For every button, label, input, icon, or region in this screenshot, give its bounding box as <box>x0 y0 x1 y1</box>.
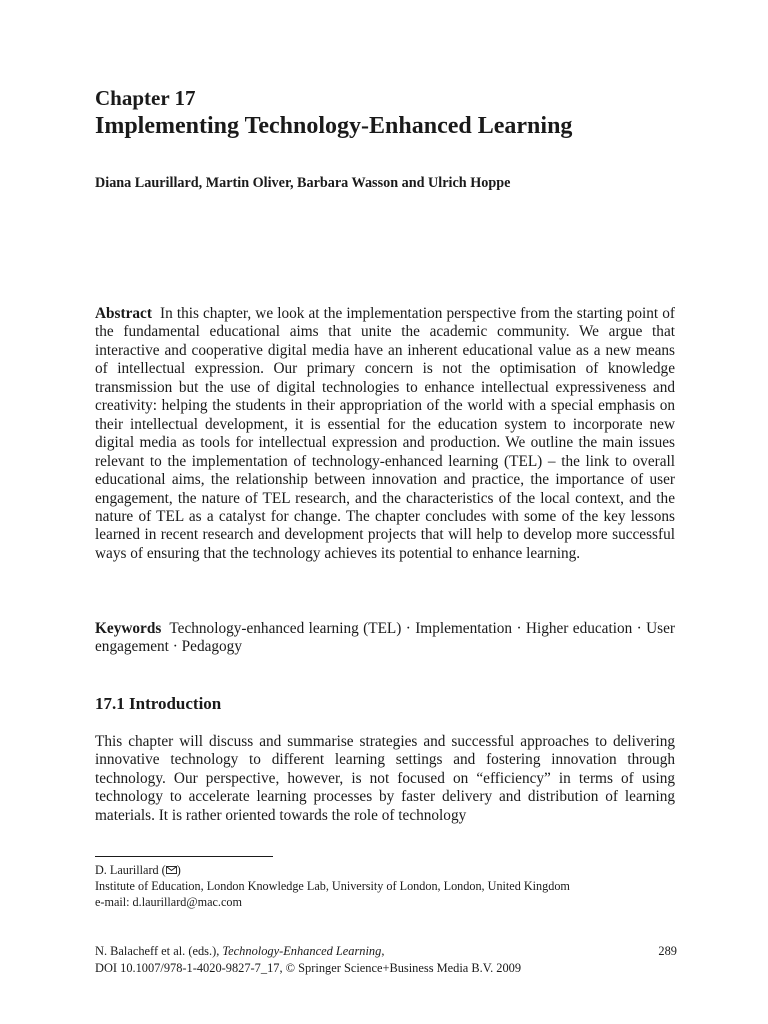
doi-line: DOI 10.1007/978-1-4020-9827-7_17, © Springer Science+Business Media B.V. 2009 <box>95 961 522 975</box>
chapter-number: Chapter 17 <box>95 86 196 110</box>
authors: Diana Laurillard, Martin Oliver, Barbara Wasson and Ulrich Hoppe <box>95 175 511 191</box>
footnote-author-name: D. Laurillard ( <box>95 863 166 877</box>
abstract-label: Abstract <box>95 305 152 322</box>
editors: N. Balacheff et al. (eds.), <box>95 944 223 958</box>
abstract <box>95 305 675 563</box>
keywords-text: Technology-enhanced learning (TEL) · Implementation · Higher education · User engagement · Pedagogy <box>95 620 675 656</box>
footnote-author-close: ) <box>176 863 181 877</box>
keywords-label: Keywords <box>95 620 162 637</box>
abstract-text: In this chapter, we look at the implementation perspective from the starting point of the fundamental educational aims that unite the academic community. We argue that interactive and cooperative digital media have an inherent educational value as a new means of intellectual expression. Our primary concern is not the optimisation of knowledge transmission but the use of digital technologies to enhance intellectual expressiveness and creativity: helping the students in their appropriation of the world with a special emphasis on their intellectual development, it is essential for the education system to incorporate new digital media as tools for intellectual expression and production. We outline the main issues relevant to the implementation of technology-enhanced learning (TEL) – the link to overall educational aims, the relationship between innovation and practice, the importance of user engagement, the nature of TEL research, and the characteristics of the local context, and the nature of TEL as a catalyst for change. The chapter concludes with some of the key lessons learned in recent research and development projects that will help to develop more successful ways of ensuring that the technology achieves its potential to enhance learning. <box>95 305 675 562</box>
footnote-email: e-mail: d.laurillard@mac.com <box>95 895 242 909</box>
footnote-author <box>95 862 181 879</box>
keywords <box>95 620 675 657</box>
introduction-text: This chapter will discuss and summarise strategies and successful approaches to delivering innovative technology to different learning settings and fostering innovation through technology. Our perspective, however, is not focused on “efficiency” in terms of using technology to accelerate learning processes by faster delivery and distribution of learning materials. It is rather oriented towards the role of technology <box>95 733 675 824</box>
book-title: Technology-Enhanced Learning <box>222 944 382 958</box>
footnote-affiliation: Institute of Education, London Knowledge Lab, University of London, London, United Kingdom <box>95 879 570 893</box>
footnote-divider <box>95 856 273 857</box>
book-title-comma: , <box>381 944 385 958</box>
envelope-icon <box>166 863 177 879</box>
chapter-title: Implementing Technology-Enhanced Learning <box>95 113 573 139</box>
bibliographic-line <box>95 943 677 959</box>
page-number: 289 <box>658 944 677 958</box>
section-heading: 17.1 Introduction <box>95 694 222 713</box>
